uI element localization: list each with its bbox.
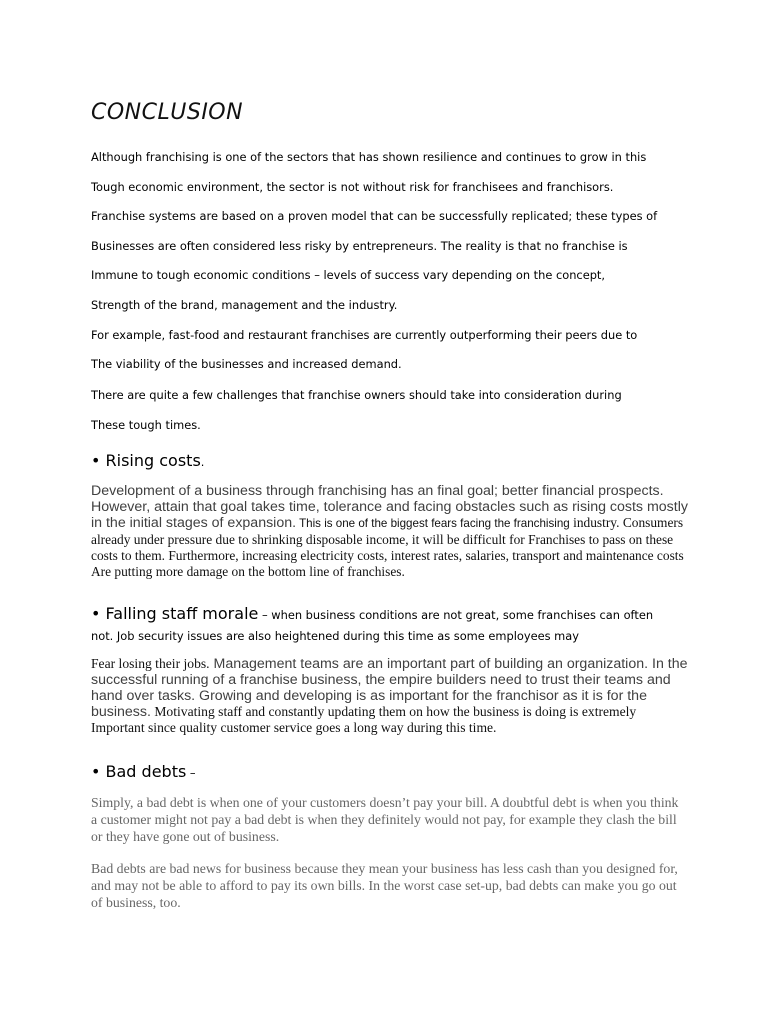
page-title: CONCLUSION: [91, 100, 244, 125]
rising-costs-text-1: Development of a business through franchising has an final goal; better financial prospects. However, attain that goal takes time, tolerance and facing obstacles such as rising costs mostly in the initial stages of expansion.: [91, 483, 688, 531]
falling-staff-morale-heading-suffix: – when business conditions are not great, some franchises can often: [258, 608, 654, 622]
bad-debts-heading-suffix: –: [186, 766, 196, 780]
intro-line-3: Franchise systems are based on a proven model that can be successfully replicated; these types of: [91, 209, 658, 223]
falling-staff-morale-line-2: not. Job security issues are also heightened during this time as some employees may: [91, 629, 579, 643]
falling-staff-morale-text-2: Management teams are an important part of building an organization. In the successful running of a franchise business, the empire builders need to trust their teams and hand over tasks. Growing and developing is as important for the franchisor as it is for the business.: [91, 656, 688, 720]
falling-staff-morale-text-1: Fear losing their jobs.: [91, 656, 210, 671]
falling-staff-morale-paragraph: [91, 656, 691, 736]
intro-line-8: The viability of the businesses and increased demand.: [91, 357, 402, 371]
bad-debts-paragraph-1: Simply, a bad debt is when one of your customers doesn’t pay your bill. A doubtful debt is when you think a customer might not pay a bad debt is when they definitely would not pay, for example they clash the bill or they have gone out of business.: [91, 795, 679, 844]
rising-costs-heading: [91, 451, 204, 470]
intro-line-6: Strength of the brand, management and the industry.: [91, 298, 398, 312]
rising-costs-paragraph: [91, 483, 691, 580]
rising-costs-text-3: industry. Consumers already under pressure due to shrinking disposable income, it will be difficult for Franchises to pass on these costs to them. Furthermore, increasing electricity costs, interest rates, salaries, transport and maintenance costs Are putting more damage on the bottom line of franchises.: [91, 515, 684, 579]
rising-costs-heading-suffix: .: [200, 455, 205, 469]
bad-debts-paragraph-2: Bad debts are bad news for business because they mean your business has less cash than you designed for, and may not be able to afford to pay its own bills. In the worst case set-up, bad debts can make you go out of business, too.: [91, 861, 678, 910]
intro-line-2: Tough economic environment, the sector is not without risk for franchisees and franchisors.: [91, 180, 614, 194]
intro-line-7: For example, fast-food and restaurant franchises are currently outperforming their peers due to: [91, 328, 638, 342]
intro-line-9: There are quite a few challenges that franchise owners should take into consideration during: [91, 388, 622, 402]
falling-staff-morale-heading-text: • Falling staff morale: [91, 604, 259, 623]
intro-line-10: These tough times.: [91, 418, 201, 432]
falling-staff-morale-heading: [91, 604, 653, 623]
bad-debts-heading: [91, 762, 196, 781]
bad-debts-heading-text: • Bad debts: [91, 762, 187, 781]
intro-line-5: Immune to tough economic conditions – levels of success vary depending on the concept,: [91, 268, 606, 282]
rising-costs-heading-text: • Rising costs: [91, 451, 201, 470]
rising-costs-text-2: This is one of the biggest fears facing the franchising: [296, 517, 570, 530]
falling-staff-morale-text-3: Motivating staff and constantly updating them on how the business is doing is extremely Important since quality customer service goes a long way during this time.: [91, 704, 637, 735]
intro-line-1: Although franchising is one of the sectors that has shown resilience and continues to grow in this: [91, 150, 647, 164]
intro-line-4: Businesses are often considered less risky by entrepreneurs. The reality is that no franchise is: [91, 239, 628, 253]
